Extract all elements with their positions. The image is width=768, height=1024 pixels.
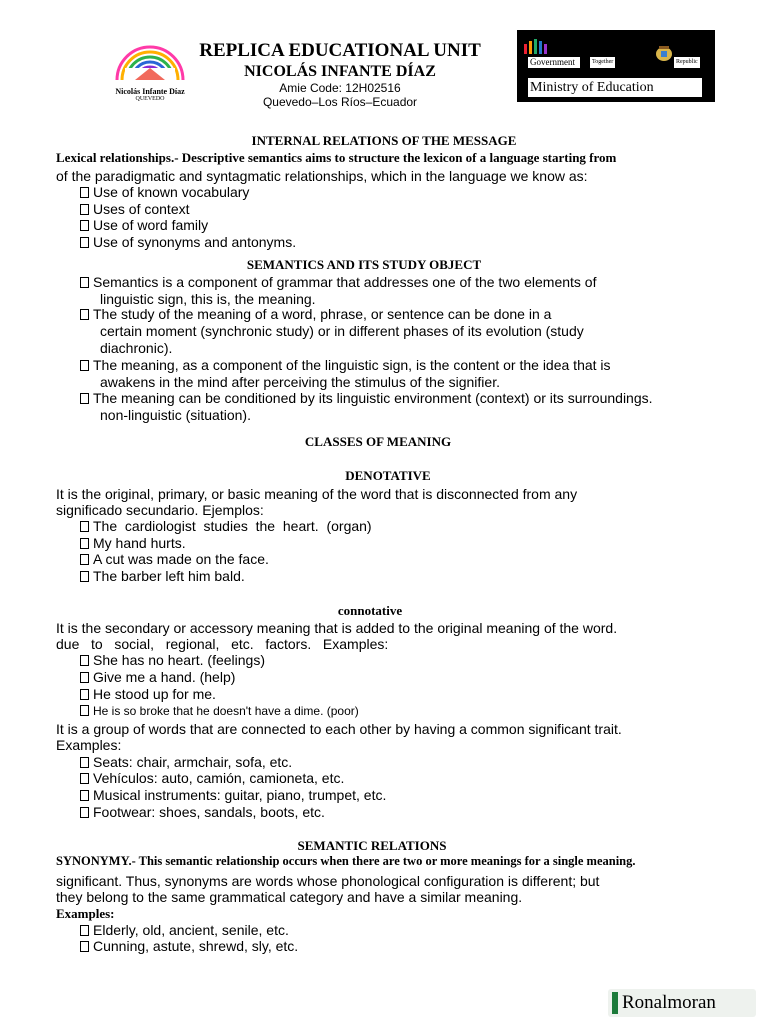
section-heading-semantic-relations: SEMANTIC RELATIONS [297,838,447,853]
checkbox-bullet-icon [80,554,89,565]
denotative-text: significado secundario. Ejemplos: [56,502,264,518]
list-item: Use of known vocabulary [80,184,249,200]
paragraph: Semantics is a component of grammar that addresses one of the two elements of [80,274,596,290]
checkbox-bullet-icon [80,393,89,404]
gov-label: Government [528,57,580,68]
checkbox-bullet-icon [80,187,89,198]
list-item: Give me a hand. (help) [80,669,235,685]
checkbox-bullet-icon [80,941,89,952]
checkbox-bullet-icon [80,571,89,582]
semantic-field-text: Examples: [56,737,122,753]
coat-of-arms-icon [653,44,675,62]
subheading-connotative: connotative [337,603,403,618]
signature-accent [612,992,618,1014]
checkbox-bullet-icon [80,807,89,818]
checkbox-bullet-icon [80,521,89,532]
list-item: Use of word family [80,217,208,233]
location: Quevedo–Los Ríos–Ecuador [262,95,418,109]
list-item: She has no heart. (feelings) [80,652,265,668]
list-item: Seats: chair, armchair, sofa, etc. [80,754,292,770]
together-label: Together [590,57,615,68]
list-item: Vehículos: auto, camión, camioneta, etc. [80,770,344,786]
section-heading-semantics: SEMANTICS AND ITS STUDY OBJECT [246,257,482,272]
checkbox-bullet-icon [80,790,89,801]
synonymy-text: significant. Thus, synonyms are words whose phonological configuration is different; but [56,873,600,889]
ministry-label: Ministry of Education [528,78,702,97]
list-item: A cut was made on the face. [80,551,269,567]
logo-city: QUEVEDO [135,96,165,102]
list-item: He is so broke that he doesn't have a dime. (poor) [80,703,359,719]
checkbox-bullet-icon [80,757,89,768]
list-item: He stood up for me. [80,686,216,702]
amie-code: Amie Code: 12H02516 [279,81,401,95]
paragraph-cont: diachronic). [100,340,173,356]
checkbox-bullet-icon [80,655,89,666]
checkbox-bullet-icon [80,538,89,549]
list-item: Elderly, old, ancient, senile, etc. [80,922,289,938]
logo-name: Nicolás Infante Díaz [115,87,185,96]
section-heading-classes: CLASSES OF MEANING [304,434,452,449]
paragraph: The meaning can be conditioned by its linguistic environment (context) or its surroundings. [80,390,653,406]
list-item: Footwear: shoes, sandals, boots, etc. [80,804,325,820]
checkbox-bullet-icon [80,204,89,215]
checkbox-bullet-icon [80,309,89,320]
synonymy-lead: SYNONYMY.- This semantic relationship occurs when there are two or more meanings for a single meaning. [56,854,636,868]
synonymy-text: they belong to the same grammatical category and have a similar meaning. [56,889,523,905]
checkbox-bullet-icon [80,277,89,288]
connotative-text: due to social, regional, etc. factors. Examples: [56,636,389,652]
examples-label: Examples: [56,906,115,921]
section-heading-internal-relations: INTERNAL RELATIONS OF THE MESSAGE [251,133,517,148]
school-name: NICOLÁS INFANTE DÍAZ [244,63,436,80]
lexical-lead: Lexical relationships.- Descriptive semantics aims to structure the lexicon of a language starting from [56,150,617,165]
paragraph-cont: awakens in the mind after perceiving the stimulus of the signifier. [100,374,500,390]
paragraph-cont: certain moment (synchronic study) or in different phases of its evolution (study [100,323,584,339]
lexical-lead-cont: of the paradigmatic and syntagmatic relationships, which in the language we know as: [56,168,588,184]
checkbox-bullet-icon [80,360,89,371]
paragraph: The meaning, as a component of the linguistic sign, is the content or the idea that is [80,357,611,373]
page-title: REPLICA EDUCATIONAL UNIT [199,40,481,61]
checkbox-bullet-icon [80,237,89,248]
checkbox-bullet-icon [80,925,89,936]
paragraph-cont: non-linguistic (situation). [100,407,251,423]
checkbox-bullet-icon [80,220,89,231]
paragraph-cont: linguistic sign, this is, the meaning. [100,291,316,307]
semantic-field-text: It is a group of words that are connected to each other by having a common significant trait. [56,721,622,737]
list-item: The cardiologist studies the heart. (organ) [80,518,372,534]
subheading-denotative: DENOTATIVE [345,468,431,483]
list-item: Cunning, astute, shrewd, sly, etc. [80,938,298,954]
school-logo [105,28,195,118]
signature-text: Ronalmoran [622,992,716,1013]
paragraph: The study of the meaning of a word, phrase, or sentence can be done in a [80,306,551,322]
republic-label: Republic [674,57,700,68]
checkbox-bullet-icon [80,773,89,784]
list-item: Musical instruments: guitar, piano, trumpet, etc. [80,787,386,803]
government-emblem-icon [522,38,548,56]
denotative-text: It is the original, primary, or basic meaning of the word that is disconnected from any [56,486,578,502]
list-item: Uses of context [80,201,190,217]
connotative-text: It is the secondary or accessory meaning that is added to the original meaning of the word. [56,620,618,636]
checkbox-bullet-icon [80,705,89,716]
list-item: The barber left him bald. [80,568,245,584]
list-item: Use of synonyms and antonyms. [80,234,296,250]
checkbox-bullet-icon [80,672,89,683]
list-item: My hand hurts. [80,535,186,551]
checkbox-bullet-icon [80,689,89,700]
